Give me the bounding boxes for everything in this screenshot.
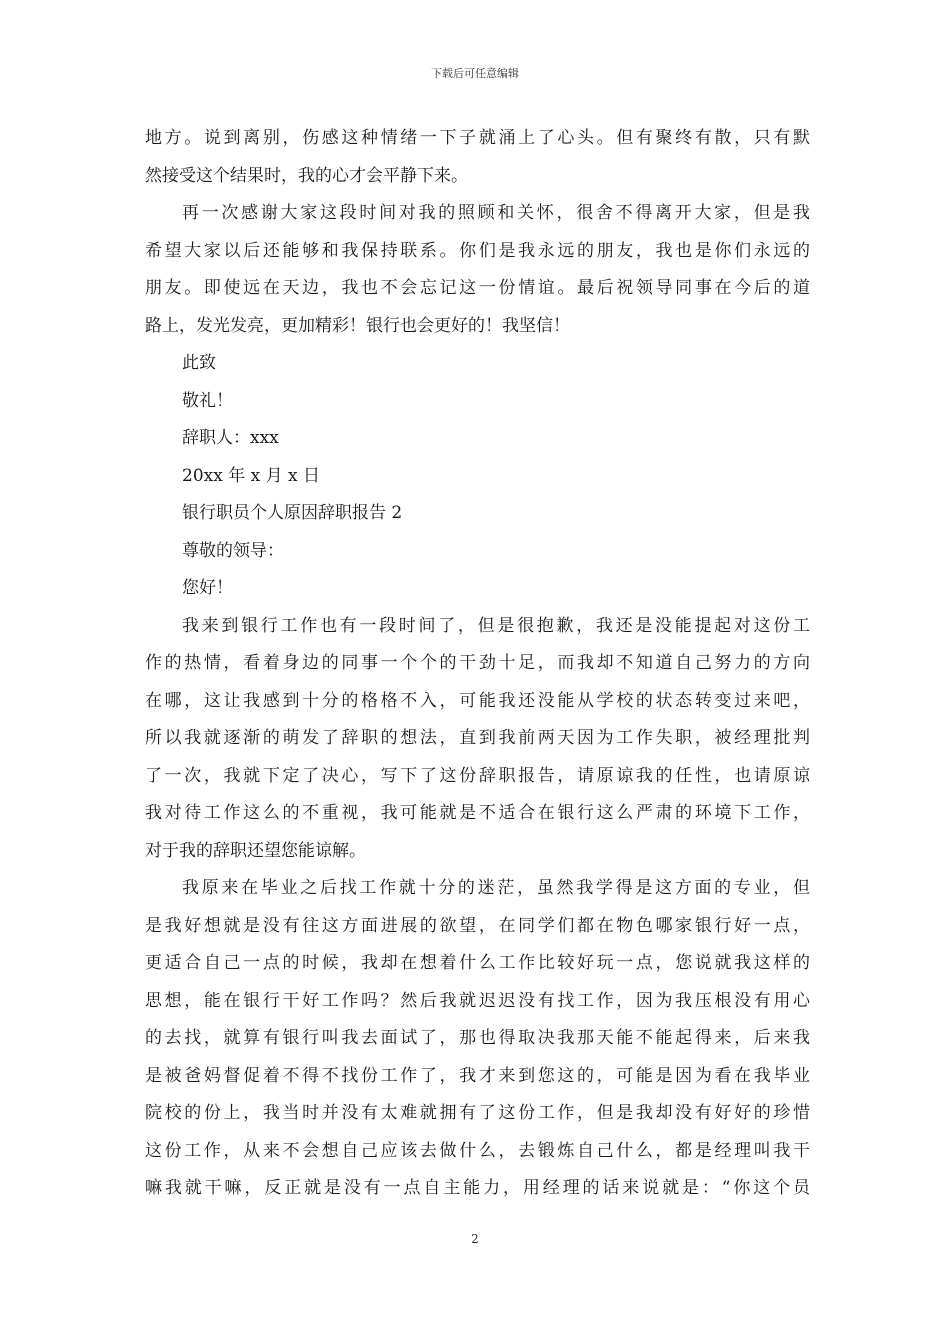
text-line: 对于我的辞职还望您能谅解。 bbox=[145, 840, 366, 861]
paragraph-first-line: 再一次感谢大家这段时间对我的照顾和关怀，很舍不得离开大家，但是我 bbox=[182, 203, 810, 223]
text-line: 我对待工作这么的不重视，我可能就是不适合在银行这么严肃的环境下工作， bbox=[145, 803, 810, 823]
text-line: 思想，能在银行干好工作吗？然后我就迟迟没有找工作，因为我压根没有用心 bbox=[145, 990, 810, 1011]
text-line: 在哪，这让我感到十分的格格不入，可能我还没能从学校的状态转变过来吧， bbox=[145, 690, 810, 711]
date-line: 20xx 年 x 月 x 日 bbox=[182, 465, 321, 486]
page-header: 下载后可任意编辑 bbox=[431, 67, 519, 80]
text-line: 地方。说到离别，伤感这种情绪一下子就涌上了心头。但有聚终有散，只有默 bbox=[145, 128, 810, 148]
text-line: 路上，发光发亮，更加精彩！银行也会更好的！我坚信！ bbox=[145, 315, 570, 336]
greeting: 您好！ bbox=[182, 578, 233, 598]
page-number: 2 bbox=[471, 1232, 479, 1246]
text-line: 的去找，就算有银行叫我去面试了，那也得取决我那天能不能起得来，后来我 bbox=[145, 1028, 810, 1048]
text-line: 朋友。即使远在天边，我也不会忘记这一份情谊。最后祝领导同事在今后的道 bbox=[145, 278, 810, 298]
signature-line: 辞职人：xxx bbox=[182, 428, 279, 448]
text-line: 嘛我就干嘛，反正就是没有一点自主能力，用经理的话来说就是：“你这个员 bbox=[145, 1178, 810, 1198]
closing-regards: 敬礼！ bbox=[182, 390, 233, 411]
paragraph-first-line: 我来到银行工作也有一段时间了，但是很抱歉，我还是没能提起对这份工 bbox=[182, 615, 810, 636]
text-line: 希望大家以后还能够和我保持联系。你们是我永远的朋友，我也是你们永远的 bbox=[145, 240, 810, 261]
greeting-recipient: 尊敬的领导： bbox=[182, 540, 284, 561]
text-line: 然接受这个结果时，我的心才会平静下来。 bbox=[145, 165, 468, 186]
text-line: 院校的份上，我当时并没有太难就拥有了这份工作，但是我却没有好好的珍惜 bbox=[145, 1103, 810, 1123]
text-line: 作的热情，看着身边的同事一个个的干劲十足，而我却不知道自己努力的方向 bbox=[145, 653, 810, 673]
text-line: 所以我就逐渐的萌发了辞职的想法，直到我前两天因为工作失职，被经理批判 bbox=[145, 728, 810, 748]
document-body bbox=[145, 120, 810, 1208]
text-line: 是我好想就是没有往这方面进展的欲望，在同学们都在物色哪家银行好一点， bbox=[145, 915, 810, 936]
text-line: 这份工作，从来不会想自己应该去做什么，去锻炼自己什么，都是经理叫我干 bbox=[145, 1140, 810, 1161]
text-line: 更适合自己一点的时候，我却在想着什么工作比较好玩一点，您说就我这样的 bbox=[145, 953, 810, 973]
text-line: 了一次，我就下定了决心，写下了这份辞职报告，请原谅我的任性，也请原谅 bbox=[145, 765, 810, 786]
closing-salutation: 此致 bbox=[182, 353, 216, 373]
text-line: 是被爸妈督促着不得不找份工作了，我才来到您这的，可能是因为看在我毕业 bbox=[145, 1065, 810, 1086]
section-title: 银行职员个人原因辞职报告 2 bbox=[182, 503, 403, 523]
paragraph-first-line: 我原来在毕业之后找工作就十分的迷茫，虽然我学得是这方面的专业，但 bbox=[182, 878, 810, 898]
